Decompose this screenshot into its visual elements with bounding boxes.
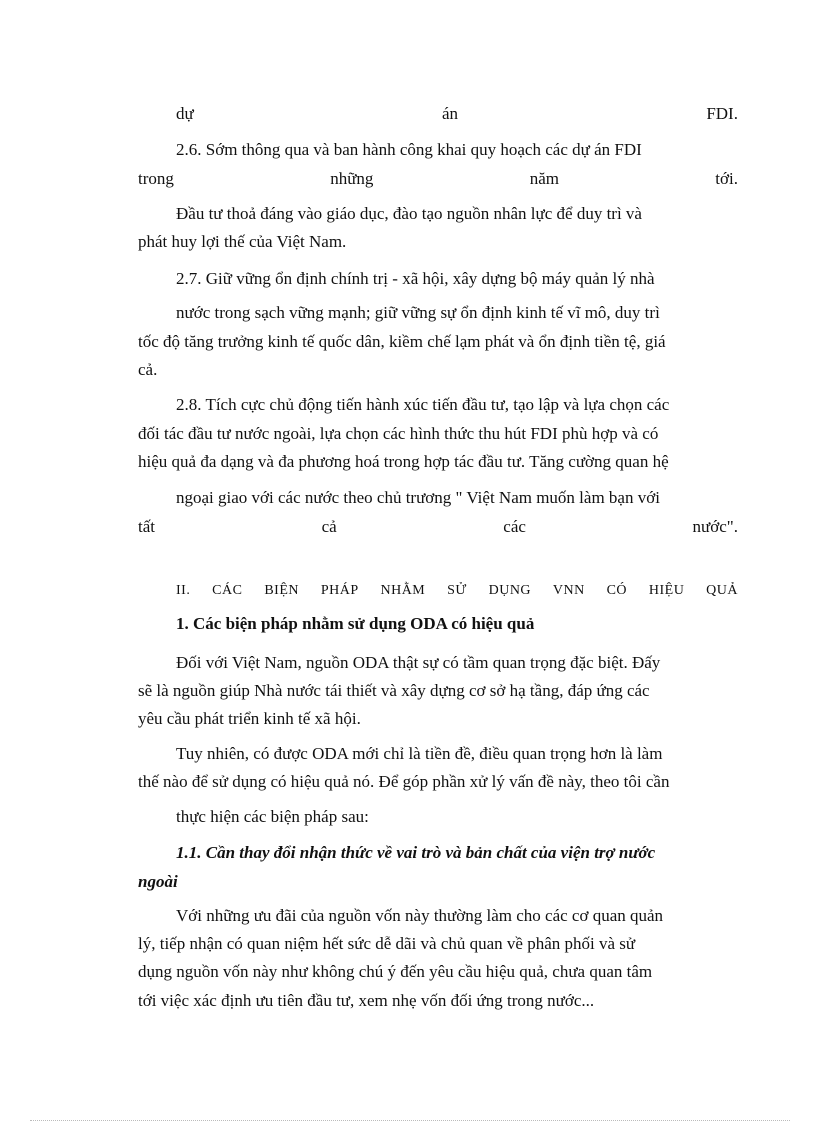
word: tất — [138, 517, 155, 536]
text-line-27: dụng nguồn vốn này như không chú ý đến yêu cầu hiệu quả, chưa quan tâm — [138, 962, 653, 981]
text-line-21: thế nào để sử dụng có hiệu quả nó. Để góp phần xử lý vấn đề này, theo tôi cần — [138, 772, 670, 791]
word: năm — [529, 169, 559, 188]
section-heading-ii — [176, 580, 738, 602]
word: CÁC — [212, 583, 243, 598]
text-line-22: thực hiện các biện pháp sau: — [176, 807, 369, 826]
text-line-26: lý, tiếp nhận có quan niệm hết sức dễ dãi và chủ quan về phân phối và sử — [138, 934, 636, 953]
paragraph-2-6: 2.6. Sớm thông qua và ban hành công khai quy hoạch các dự án FDI — [176, 140, 642, 159]
word: HIỆU — [648, 583, 685, 598]
word: VNN — [552, 583, 585, 598]
word: SỬ — [447, 583, 467, 598]
text-line-8: tốc độ tăng trưởng kinh tế quốc dân, kiềm chế lạm phát và ổn định tiền tệ, giá — [138, 332, 666, 351]
text-line-28: tới việc xác định ưu tiên đầu tư, xem nhẹ vốn đối ứng trong nước... — [138, 991, 595, 1010]
text-line-5: phát huy lợi thế của Việt Nam. — [138, 232, 347, 251]
word: FDI. — [706, 104, 738, 123]
text-line-20: Tuy nhiên, có được ODA mới chỉ là tiền đề, điều quan trọng hơn là làm — [176, 744, 663, 763]
word: dự — [176, 104, 194, 123]
text-line-25: Với những ưu đãi của nguồn vốn này thường làm cho các cơ quan quản — [176, 906, 664, 925]
text-line-14 — [138, 516, 738, 538]
word: DỤNG — [488, 583, 532, 598]
page-bottom-divider — [30, 1120, 790, 1121]
word: PHÁP — [320, 583, 359, 598]
text-line-12: hiệu quả đa dạng và đa phương hoá trong hợp tác đầu tư. Tăng cường quan hệ — [138, 452, 669, 471]
text-line-9: cả. — [138, 360, 158, 379]
word: QUẢ — [706, 583, 738, 598]
word: trong — [138, 169, 174, 188]
paragraph-2-8: 2.8. Tích cực chủ động tiến hành xúc tiến đầu tư, tạo lập và lựa chọn các — [176, 395, 670, 414]
text-line-3 — [138, 168, 738, 190]
text-line-7: nước trong sạch vững mạnh; giữ vững sự ổn định kinh tế vĩ mô, duy trì — [176, 303, 660, 322]
text-line-17: Đối với Việt Nam, nguồn ODA thật sự có tầm quan trọng đặc biệt. Đấy — [176, 653, 661, 672]
text-line-4: Đầu tư thoả đáng vào giáo dục, đào tạo nguồn nhân lực để duy trì và — [176, 204, 642, 223]
word: nước". — [692, 517, 738, 536]
word: các — [503, 517, 526, 536]
text-line-1 — [176, 103, 738, 125]
text-line-11: đối tác đầu tư nước ngoài, lựa chọn các hình thức thu hút FDI phù hợp và có — [138, 424, 659, 443]
text-line-19: yêu cầu phát triển kinh tế xã hội. — [138, 709, 361, 728]
word: án — [442, 104, 459, 123]
word: II. — [176, 583, 191, 598]
word: NHẰM — [380, 583, 426, 598]
word: những — [330, 169, 374, 188]
word: BIỆN — [264, 583, 299, 598]
subsection-heading-1-1: 1.1. Cần thay đổi nhận thức về vai trò và bản chất của viện trợ nước — [176, 843, 656, 862]
word: CÓ — [606, 583, 628, 598]
paragraph-2-7: 2.7. Giữ vững ổn định chính trị - xã hội, xây dựng bộ máy quản lý nhà — [176, 269, 655, 288]
word: tới. — [715, 169, 738, 188]
word: cả — [321, 517, 337, 536]
text-line-18: sẽ là nguồn giúp Nhà nước tái thiết và xây dựng cơ sở hạ tầng, đáp ứng các — [138, 681, 650, 700]
subsection-heading-1-1-cont: ngoài — [138, 872, 178, 891]
subsection-heading-1: 1. Các biện pháp nhằm sử dụng ODA có hiệu quả — [176, 614, 535, 633]
text-line-13: ngoại giao với các nước theo chủ trương " Việt Nam muốn làm bạn với — [176, 488, 660, 507]
